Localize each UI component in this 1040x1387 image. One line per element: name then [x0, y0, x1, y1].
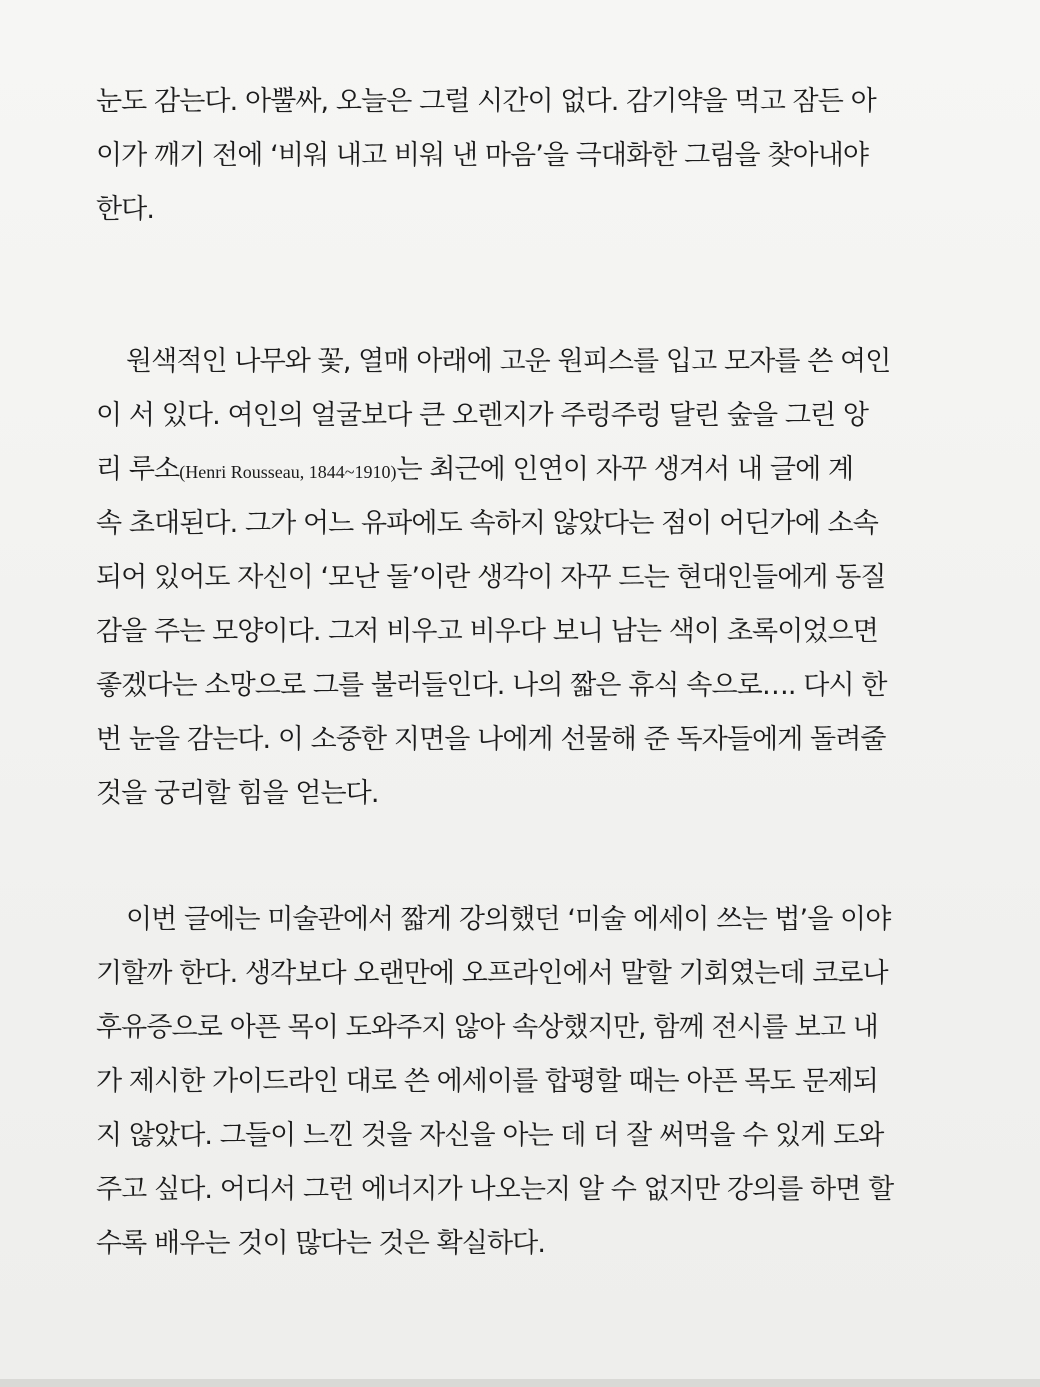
- text-line: 수록 배우는 것이 많다는 것은 확실하다.: [96, 1228, 546, 1259]
- paragraph-2: [96, 335, 908, 821]
- artist-citation: (Henri Rousseau, 1844~1910): [179, 462, 397, 482]
- text-line: 기할까 한다. 생각보다 오랜만에 오프라인에서 말할 기회였는데 코로나: [96, 958, 888, 989]
- text-line: 주고 싶다. 어디서 그런 에너지가 나오는지 알 수 없지만 강의를 하면 할: [96, 1174, 894, 1205]
- text-line: 원색적인 나무와 꽃, 열매 아래에 고운 원피스를 입고 모자를 쓴 여인: [126, 346, 891, 377]
- text-line: 이번 글에는 미술관에서 짧게 강의했던 ‘미술 에세이 쓰는 법’을 이야: [126, 904, 891, 935]
- text-line: 가 제시한 가이드라인 대로 쓴 에세이를 합평할 때는 아픈 목도 문제되: [96, 1066, 878, 1097]
- text-line-with-citation: [96, 443, 908, 497]
- text-segment: 리 루소: [96, 454, 180, 485]
- page-bottom-edge: [0, 1379, 1040, 1387]
- text-line: 한다.: [96, 194, 155, 225]
- text-line: 것을 궁리할 힘을 얻는다.: [96, 778, 379, 809]
- text-line: 번 눈을 감는다. 이 소중한 지면을 나에게 선물해 준 독자들에게 돌려줄: [96, 724, 886, 755]
- paragraph-1: [96, 75, 908, 237]
- paragraph-3: [96, 893, 908, 1271]
- text-line: 이 서 있다. 여인의 얼굴보다 큰 오렌지가 주렁주렁 달린 숲을 그린 앙: [96, 400, 869, 431]
- text-line: 좋겠다는 소망으로 그를 불러들인다. 나의 짧은 휴식 속으로…. 다시 한: [96, 670, 887, 701]
- text-line: 눈도 감는다. 아뿔싸, 오늘은 그럴 시간이 없다. 감기약을 먹고 잠든 아: [96, 86, 876, 117]
- text-line: 지 않았다. 그들이 느낀 것을 자신을 아는 데 더 잘 써먹을 수 있게 도와: [96, 1120, 884, 1151]
- text-line: 감을 주는 모양이다. 그저 비우고 비우다 보니 남는 색이 초록이었으면: [96, 616, 878, 647]
- text-line: 이가 깨기 전에 ‘비워 내고 비워 낸 마음’을 극대화한 그림을 찾아내야: [96, 140, 869, 171]
- text-line: 후유증으로 아픈 목이 도와주지 않아 속상했지만, 함께 전시를 보고 내: [96, 1012, 878, 1043]
- text-segment: 는 최근에 인연이 자꾸 생겨서 내 글에 계: [396, 454, 854, 485]
- text-line: 속 초대된다. 그가 어느 유파에도 속하지 않았다는 점이 어딘가에 소속: [96, 508, 878, 539]
- text-line: 되어 있어도 자신이 ‘모난 돌’이란 생각이 자꾸 드는 현대인들에게 동질: [96, 562, 886, 593]
